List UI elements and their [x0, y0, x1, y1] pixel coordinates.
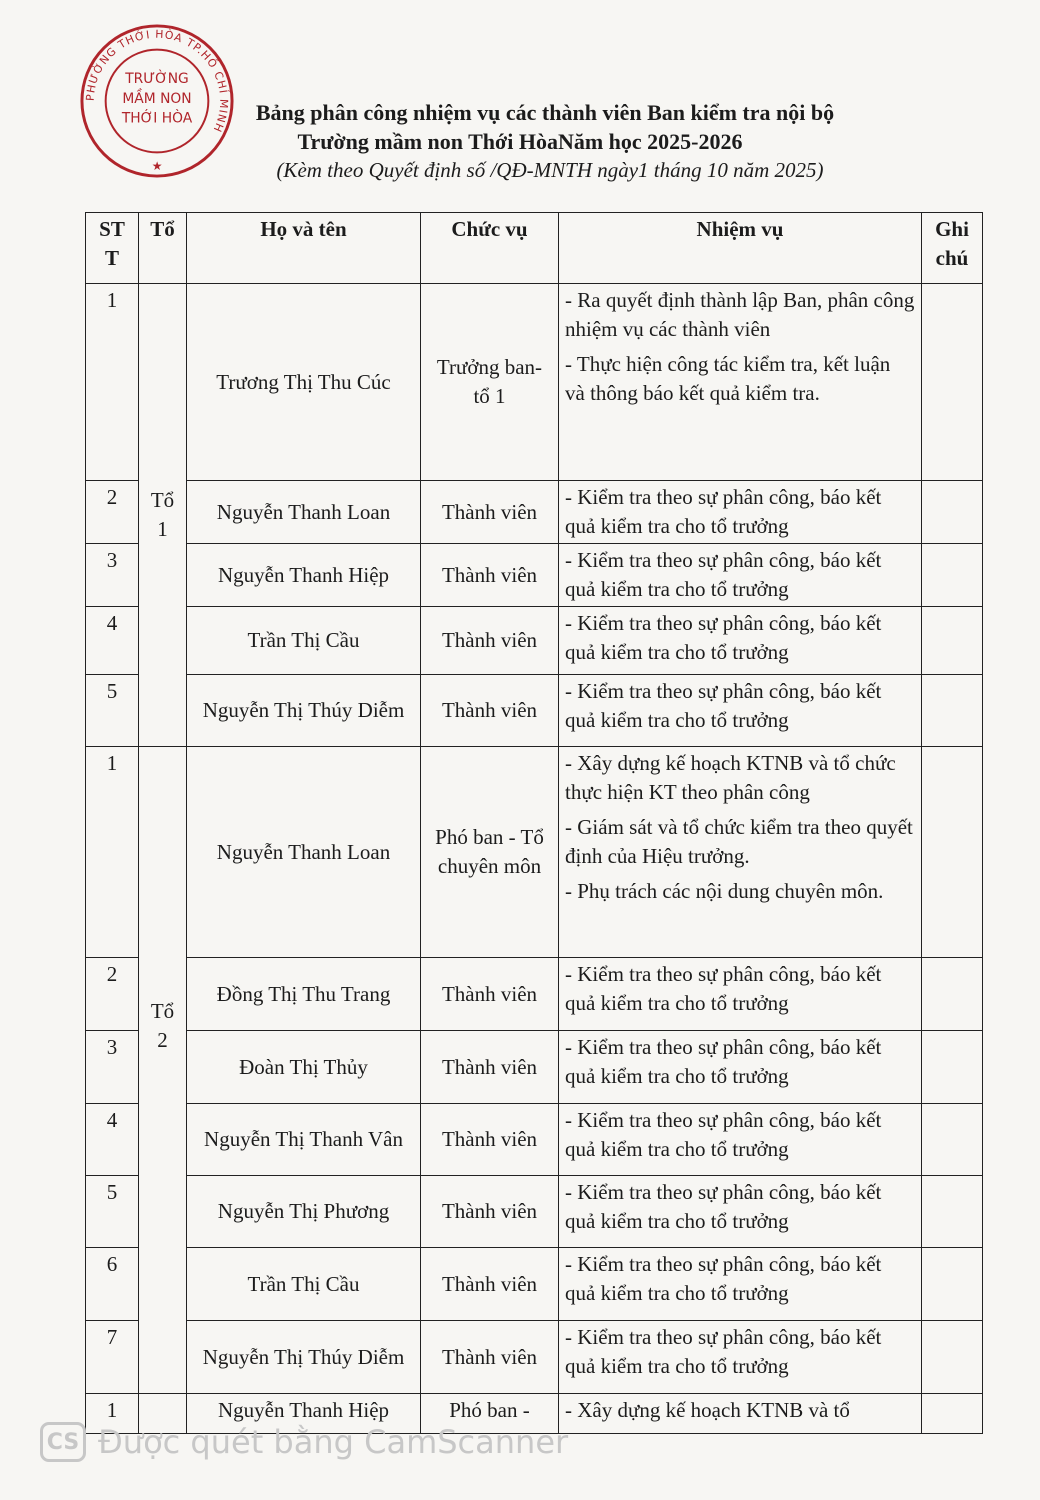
note-cell	[922, 1104, 983, 1176]
stamp-line3: THỚI HÒA	[121, 110, 193, 127]
member-name: Trần Thị Cầu	[187, 1248, 421, 1321]
member-role: Thành viên	[421, 958, 559, 1031]
row-stt: 1	[86, 284, 139, 481]
note-cell	[922, 284, 983, 481]
task-line: - Kiểm tra theo sự phân công, báo kết quả kiểm tra cho tổ trưởng	[565, 1180, 882, 1233]
row-stt: 3	[86, 544, 139, 607]
member-role: Thành viên	[421, 1176, 559, 1248]
note-cell	[922, 481, 983, 544]
note-cell	[922, 958, 983, 1031]
member-role: Thành viên	[421, 607, 559, 675]
table-row	[86, 1248, 983, 1321]
member-role: Thành viên	[421, 1031, 559, 1104]
decision-reference: (Kèm theo Quyết định số /QĐ-MNTH ngày1 tháng 10 năm 2025)	[276, 158, 824, 182]
watermark-text: Được quét bằng CamScanner	[98, 1423, 569, 1461]
group-label: Tổ 2	[139, 747, 187, 1394]
member-name: Nguyễn Thanh Hiệp	[187, 1394, 421, 1434]
member-task	[559, 1031, 922, 1104]
note-cell	[922, 1321, 983, 1394]
member-task	[559, 1321, 922, 1394]
document-title: Bảng phân công nhiệm vụ các thành viên Ban kiểm tra nội bộ	[255, 100, 835, 125]
note-cell	[922, 1248, 983, 1321]
row-stt: 3	[86, 1031, 139, 1104]
stamp-outer-text: PHƯỜNG THỚI HÒA TP.HỒ CHÍ MINH	[83, 27, 231, 135]
table-row	[86, 544, 983, 607]
member-name: Nguyễn Thị Thúy Diễm	[187, 675, 421, 747]
stamp-line1: TRƯỜNG	[125, 71, 189, 88]
member-task	[559, 481, 922, 544]
member-task	[559, 1104, 922, 1176]
camscanner-logo-icon: CS	[40, 1422, 86, 1462]
note-cell	[922, 544, 983, 607]
member-role: Phó ban -	[421, 1394, 559, 1434]
note-cell	[922, 1176, 983, 1248]
note-cell	[922, 747, 983, 958]
row-stt: 4	[86, 607, 139, 675]
stamp-line2: MẦM NON	[122, 90, 192, 107]
table-row	[86, 284, 983, 481]
member-task	[559, 747, 922, 958]
note-cell	[922, 1031, 983, 1104]
header-to: Tổ	[139, 213, 187, 284]
row-stt: 4	[86, 1104, 139, 1176]
member-name: Đồng Thị Thu Trang	[187, 958, 421, 1031]
member-name: Nguyễn Thị Thanh Vân	[187, 1104, 421, 1176]
member-task	[559, 544, 922, 607]
task-line: - Giám sát và tổ chức kiểm tra theo quyết định của Hiệu trưởng.	[565, 815, 913, 868]
task-line: - Kiểm tra theo sự phân công, báo kết quả kiểm tra cho tổ trưởng	[565, 1108, 882, 1161]
assignment-table-wrapper	[85, 212, 982, 1434]
table-row	[86, 747, 983, 958]
member-task	[559, 958, 922, 1031]
note-cell	[922, 607, 983, 675]
task-line: - Kiểm tra theo sự phân công, báo kết quả kiểm tra cho tổ trưởng	[565, 1252, 882, 1305]
group-label: Tổ 1	[139, 284, 187, 747]
member-task	[559, 607, 922, 675]
row-stt: 5	[86, 1176, 139, 1248]
row-stt: 6	[86, 1248, 139, 1321]
school-year-title: Trường mầm non Thới HòaNăm học 2025-2026	[297, 129, 743, 154]
table-header-row	[86, 213, 983, 284]
task-line: - Kiểm tra theo sự phân công, báo kết quả kiểm tra cho tổ trưởng	[565, 611, 882, 664]
member-name: Trần Thị Cầu	[187, 607, 421, 675]
camscanner-watermark	[40, 1420, 568, 1464]
table-row	[86, 1321, 983, 1394]
task-line: - Kiểm tra theo sự phân công, báo kết quả kiểm tra cho tổ trưởng	[565, 1325, 882, 1378]
task-line: - Kiểm tra theo sự phân công, báo kết quả kiểm tra cho tổ trưởng	[565, 485, 882, 538]
row-stt: 5	[86, 675, 139, 747]
task-line: - Kiểm tra theo sự phân công, báo kết quả kiểm tra cho tổ trưởng	[565, 962, 882, 1015]
table-row	[86, 1176, 983, 1248]
member-role: Thành viên	[421, 1248, 559, 1321]
task-line: - Kiểm tra theo sự phân công, báo kết quả kiểm tra cho tổ trưởng	[565, 1035, 882, 1088]
member-task	[559, 675, 922, 747]
member-role: Thành viên	[421, 1321, 559, 1394]
note-cell	[922, 675, 983, 747]
member-name: Nguyễn Thị Thúy Diễm	[187, 1321, 421, 1394]
task-line: - Xây dựng kế hoạch KTNB và tổ	[565, 1398, 850, 1422]
header-task: Nhiệm vụ	[559, 213, 922, 284]
member-name: Đoàn Thị Thủy	[187, 1031, 421, 1104]
member-task	[559, 284, 922, 481]
member-role: Thành viên	[421, 1104, 559, 1176]
member-task	[559, 1394, 922, 1434]
header-name: Họ và tên	[187, 213, 421, 284]
member-name: Trương Thị Thu Cúc	[187, 284, 421, 481]
member-role: Thành viên	[421, 544, 559, 607]
table-row	[86, 675, 983, 747]
task-line: - Thực hiện công tác kiểm tra, kết luận và thông báo kết quả kiểm tra.	[565, 352, 891, 405]
member-name: Nguyễn Thanh Hiệp	[187, 544, 421, 607]
member-task	[559, 1248, 922, 1321]
table-row	[86, 1104, 983, 1176]
member-role: Phó ban - Tổ chuyên môn	[421, 747, 559, 958]
member-task	[559, 1176, 922, 1248]
header-stt: ST T	[86, 213, 139, 284]
document-header	[0, 98, 1040, 185]
row-stt: 2	[86, 958, 139, 1031]
table-row	[86, 481, 983, 544]
assignment-table	[85, 212, 983, 1434]
member-name: Nguyễn Thanh Loan	[187, 481, 421, 544]
row-stt: 1	[86, 747, 139, 958]
member-name: Nguyễn Thanh Loan	[187, 747, 421, 958]
table-row	[86, 1031, 983, 1104]
row-stt: 2	[86, 481, 139, 544]
note-cell	[922, 1394, 983, 1434]
task-line: - Ra quyết định thành lập Ban, phân công nhiệm vụ các thành viên	[565, 288, 915, 341]
task-line: - Kiểm tra theo sự phân công, báo kết quả kiểm tra cho tổ trưởng	[565, 679, 882, 732]
task-line: - Xây dựng kế hoạch KTNB và tổ chức thực hiện KT theo phân công	[565, 751, 896, 804]
member-role: Trưởng ban- tổ 1	[421, 284, 559, 481]
row-stt: 7	[86, 1321, 139, 1394]
member-name: Nguyễn Thị Phương	[187, 1176, 421, 1248]
table-row	[86, 607, 983, 675]
svg-text:★: ★	[151, 159, 163, 174]
member-role: Thành viên	[421, 675, 559, 747]
row-stt: 1	[86, 1394, 139, 1434]
header-role: Chức vụ	[421, 213, 559, 284]
header-note: Ghi chú	[922, 213, 983, 284]
member-role: Thành viên	[421, 481, 559, 544]
task-line: - Phụ trách các nội dung chuyên môn.	[565, 879, 884, 903]
task-line: - Kiểm tra theo sự phân công, báo kết quả kiểm tra cho tổ trưởng	[565, 548, 882, 601]
table-row	[86, 958, 983, 1031]
